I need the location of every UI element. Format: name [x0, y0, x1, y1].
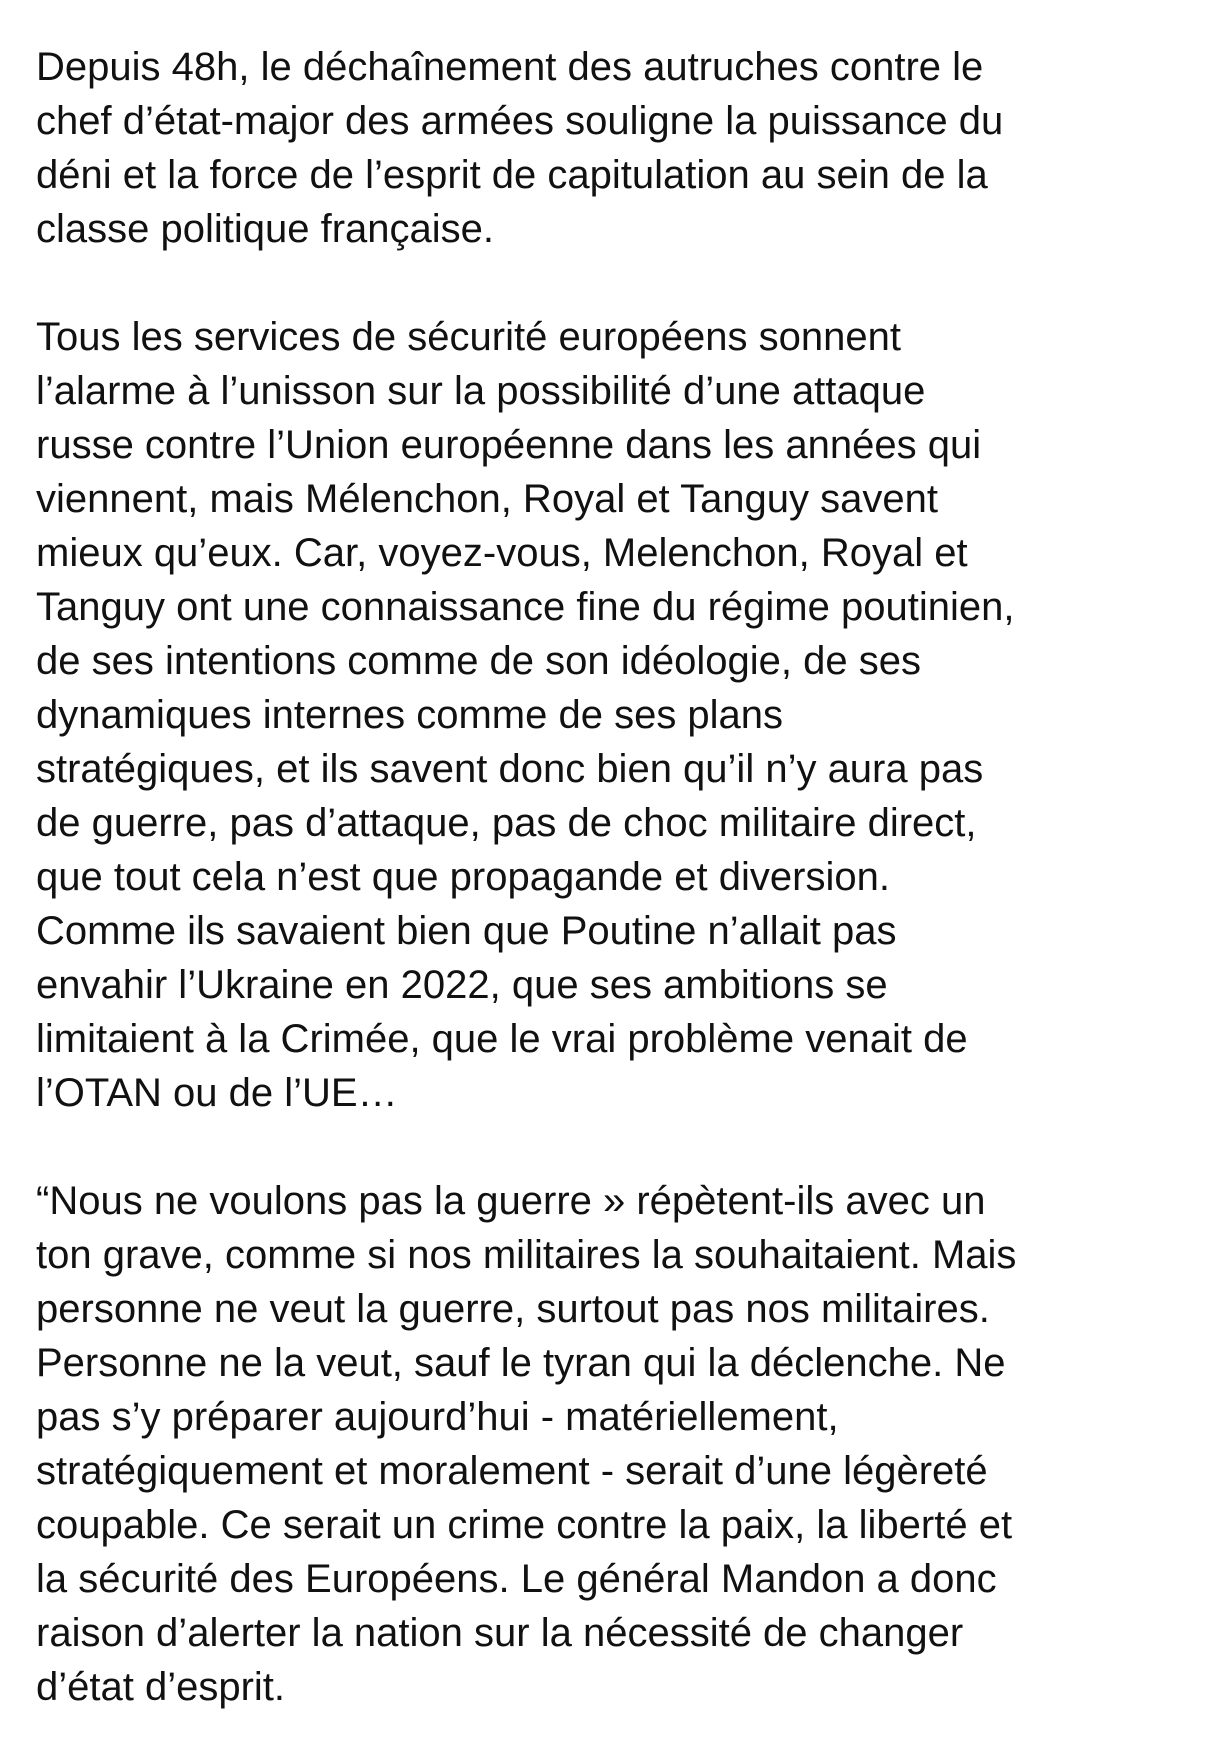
text-line: de ses intentions comme de son idéologie, de ses [36, 639, 921, 683]
text-line: Tanguy ont une connaissance fine du régime poutinien, [36, 585, 1015, 629]
paragraph-3 [36, 1174, 1166, 1714]
text-line: Depuis 48h, le déchaînement des autruches contre le [36, 45, 984, 89]
text-line: d’état d’esprit. [36, 1665, 286, 1709]
text-line: Personne ne la veut, sauf le tyran qui la déclenche. Ne [36, 1341, 1006, 1385]
text-line: personne ne veut la guerre, surtout pas nos militaires. [36, 1287, 990, 1331]
text-line: classe politique française. [36, 207, 495, 251]
text-line: mieux qu’eux. Car, voyez-vous, Melenchon, Royal et [36, 531, 968, 575]
text-line: limitaient à la Crimée, que le vrai problème venait de [36, 1017, 968, 1061]
text-line: chef d’état-major des armées souligne la puissance du [36, 99, 1004, 143]
text-line: raison d’alerter la nation sur la nécessité de changer [36, 1611, 964, 1655]
text-line: l’alarme à l’unisson sur la possibilité d’une attaque [36, 369, 926, 413]
text-line: de guerre, pas d’attaque, pas de choc militaire direct, [36, 801, 977, 845]
text-line: Comme ils savaient bien que Poutine n’allait pas [36, 909, 897, 953]
text-line: déni et la force de l’esprit de capitulation au sein de la [36, 153, 988, 197]
text-line: que tout cela n’est que propagande et diversion. [36, 855, 890, 899]
text-line: la sécurité des Européens. Le général Mandon a donc [36, 1557, 997, 1601]
text-line: Tous les services de sécurité européens sonnent [36, 315, 901, 359]
text-line: dynamiques internes comme de ses plans [36, 693, 784, 737]
text-line: russe contre l’Union européenne dans les années qui [36, 423, 982, 467]
text-line: stratégiques, et ils savent donc bien qu’il n’y aura pas [36, 747, 984, 791]
text-line: pas s’y préparer aujourd’hui - matériellement, [36, 1395, 839, 1439]
text-line: l’OTAN ou de l’UE… [36, 1071, 398, 1115]
text-line: “Nous ne voulons pas la guerre » répètent-ils avec un [36, 1179, 986, 1223]
text-line: stratégiquement et moralement - serait d’une légèreté [36, 1449, 988, 1493]
note-body [36, 40, 1166, 1714]
paragraph-2 [36, 310, 1166, 1120]
text-line: ton grave, comme si nos militaires la souhaitaient. Mais [36, 1233, 1017, 1277]
text-line: viennent, mais Mélenchon, Royal et Tanguy savent [36, 477, 939, 521]
text-line: envahir l’Ukraine en 2022, que ses ambitions se [36, 963, 888, 1007]
text-line: coupable. Ce serait un crime contre la paix, la liberté et [36, 1503, 1013, 1547]
paragraph-1 [36, 40, 1166, 256]
